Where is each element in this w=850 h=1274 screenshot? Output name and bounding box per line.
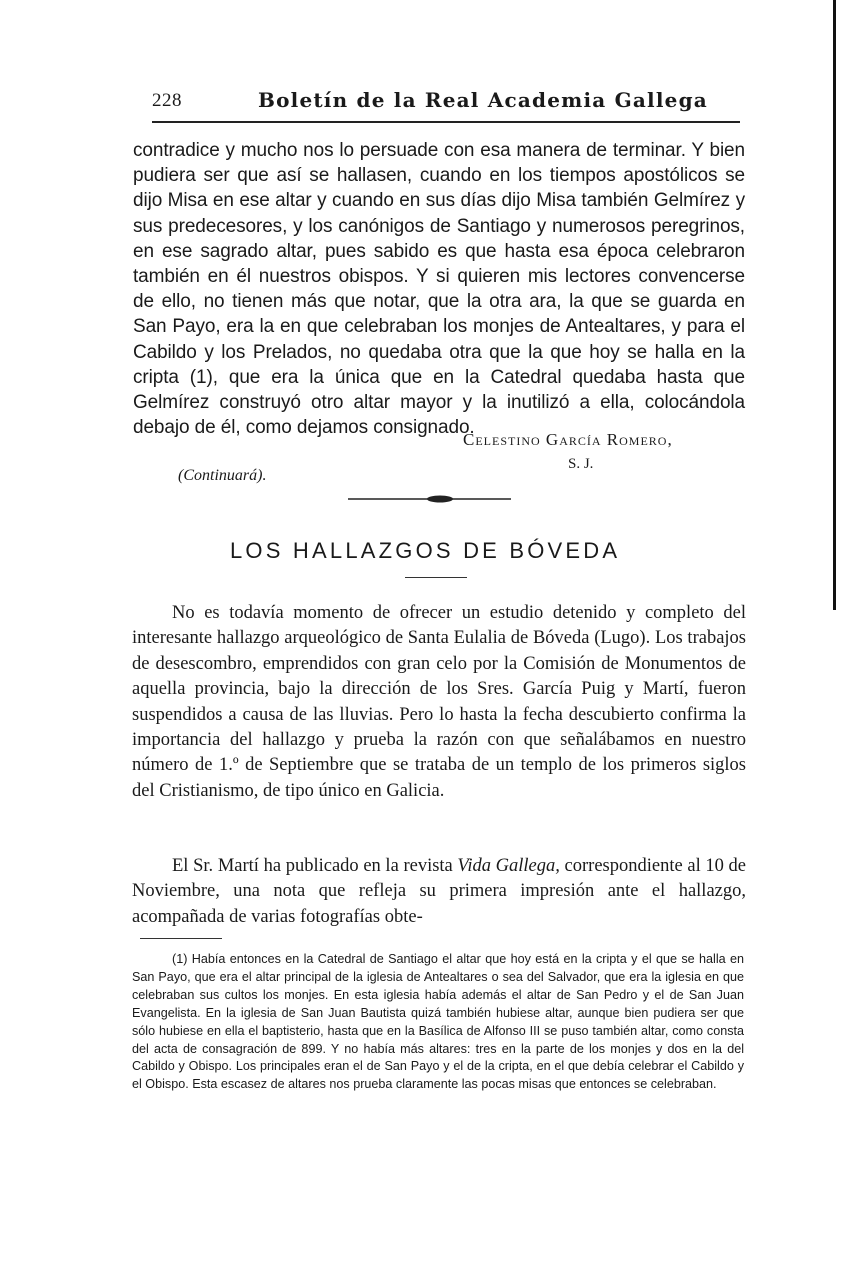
paragraph-2-end: correspondiente al 10 de Noviembre, una nota que refleja su primera impresión ante el hallazgo, acompañada de varias fotografías obte-	[132, 856, 746, 927]
title-rule	[405, 577, 467, 578]
header-rule	[152, 121, 740, 123]
article2-paragraph-1: No es todavía momento de ofrecer un estudio detenido y completo del interesante hallazgo arqueológico de Santa Eulalia de Bóveda (Lugo). Los trabajos de desescombro, emprendidos con gran celo por la Comisión de Monumentos de aquella provincia, bajo la dirección de los Sres. García Puig y Martí, fueron suspendidos a causa de las lluvias. Pero lo hasta la fecha descubierto confirma la importancia del hallazgo y prueba la razón con que señalábamos en nuestro número de 1.º de Septiembre que se trataba de un templo de los primeros siglos del Cristianismo, de tipo único en Galicia.	[132, 603, 746, 801]
footnote-text: Había entonces en la Catedral de Santiago el altar que hoy está en la cripta y el que se halla en San Payo, que era el altar principal de la iglesia de Antealtares o sea del Salvador, que era la iglesia en que celebraban sus cultos los monjes. En esta iglesia había además el altar de San Pedro y el de San Juan Evangelista. En la iglesia de San Juan Bautista quizá también hubiese altar, aunque bien pudiera ser que sólo hubiese en ella el baptisterio, hasta que en la Basílica de Alfonso III se puso también altar, como consta del acta de consagración de 899. Y no había más altares: tres en la parte de los monjes y dos en la del Cabildo y Obispo. Los principales eran el de San Payo y el de la cripta, en el que debía celebrar el Cabildo y el Obispo. Esta escasez de altares nos prueba claramente las pocas misas que entonces se celebraban.	[132, 952, 745, 1092]
footnote	[132, 951, 744, 1094]
page-edge-line	[833, 0, 836, 610]
footnote-rule	[140, 938, 222, 939]
paragraph-2-start: El Sr. Martí ha publicado en la revista	[172, 856, 458, 876]
section-ornament	[348, 489, 511, 509]
running-title: Boletín de la Real Academia Gallega	[258, 88, 708, 112]
article2-paragraph-2	[132, 854, 746, 930]
page-number: 228	[152, 90, 182, 111]
article1-paragraph: contradice y mucho nos lo persuade con esa manera de terminar. Y bien pudiera ser que así se hallasen, cuando en los tiempos apostólicos se dijo Misa en ese altar y cuando en sus días dijo Misa también Gelmírez y sus predecesores, y los canónigos de Santiago y numerosos peregrinos, en ese sagrado altar, pues sabido es que hasta esa época celebraron también en él nuestros obispos. Y si quieren mis lectores convencerse de ello, no tienen más que notar, que la otra ara, la que se guarda en San Payo, era la en que celebraban los monjes de Antealtares, y para el Cabildo y los Prelados, no quedaba otra que la que hoy se halla en la cripta (1), que era la única que en la Catedral quedaba hasta que Gelmírez construyó otro altar mayor y la inutilizó a ella, colocándola debajo de él, como dejamos consignado.	[133, 140, 745, 439]
footnote-marker: (1)	[172, 952, 188, 966]
section-title: LOS HALLAZGOS DE BÓVEDA	[230, 538, 621, 563]
magazine-name: Vida Gallega,	[457, 856, 560, 876]
author-suffix: S. J.	[568, 456, 594, 472]
author-signature: Celestino García Romero,	[463, 430, 673, 449]
continued-note: (Continuará).	[178, 467, 267, 484]
